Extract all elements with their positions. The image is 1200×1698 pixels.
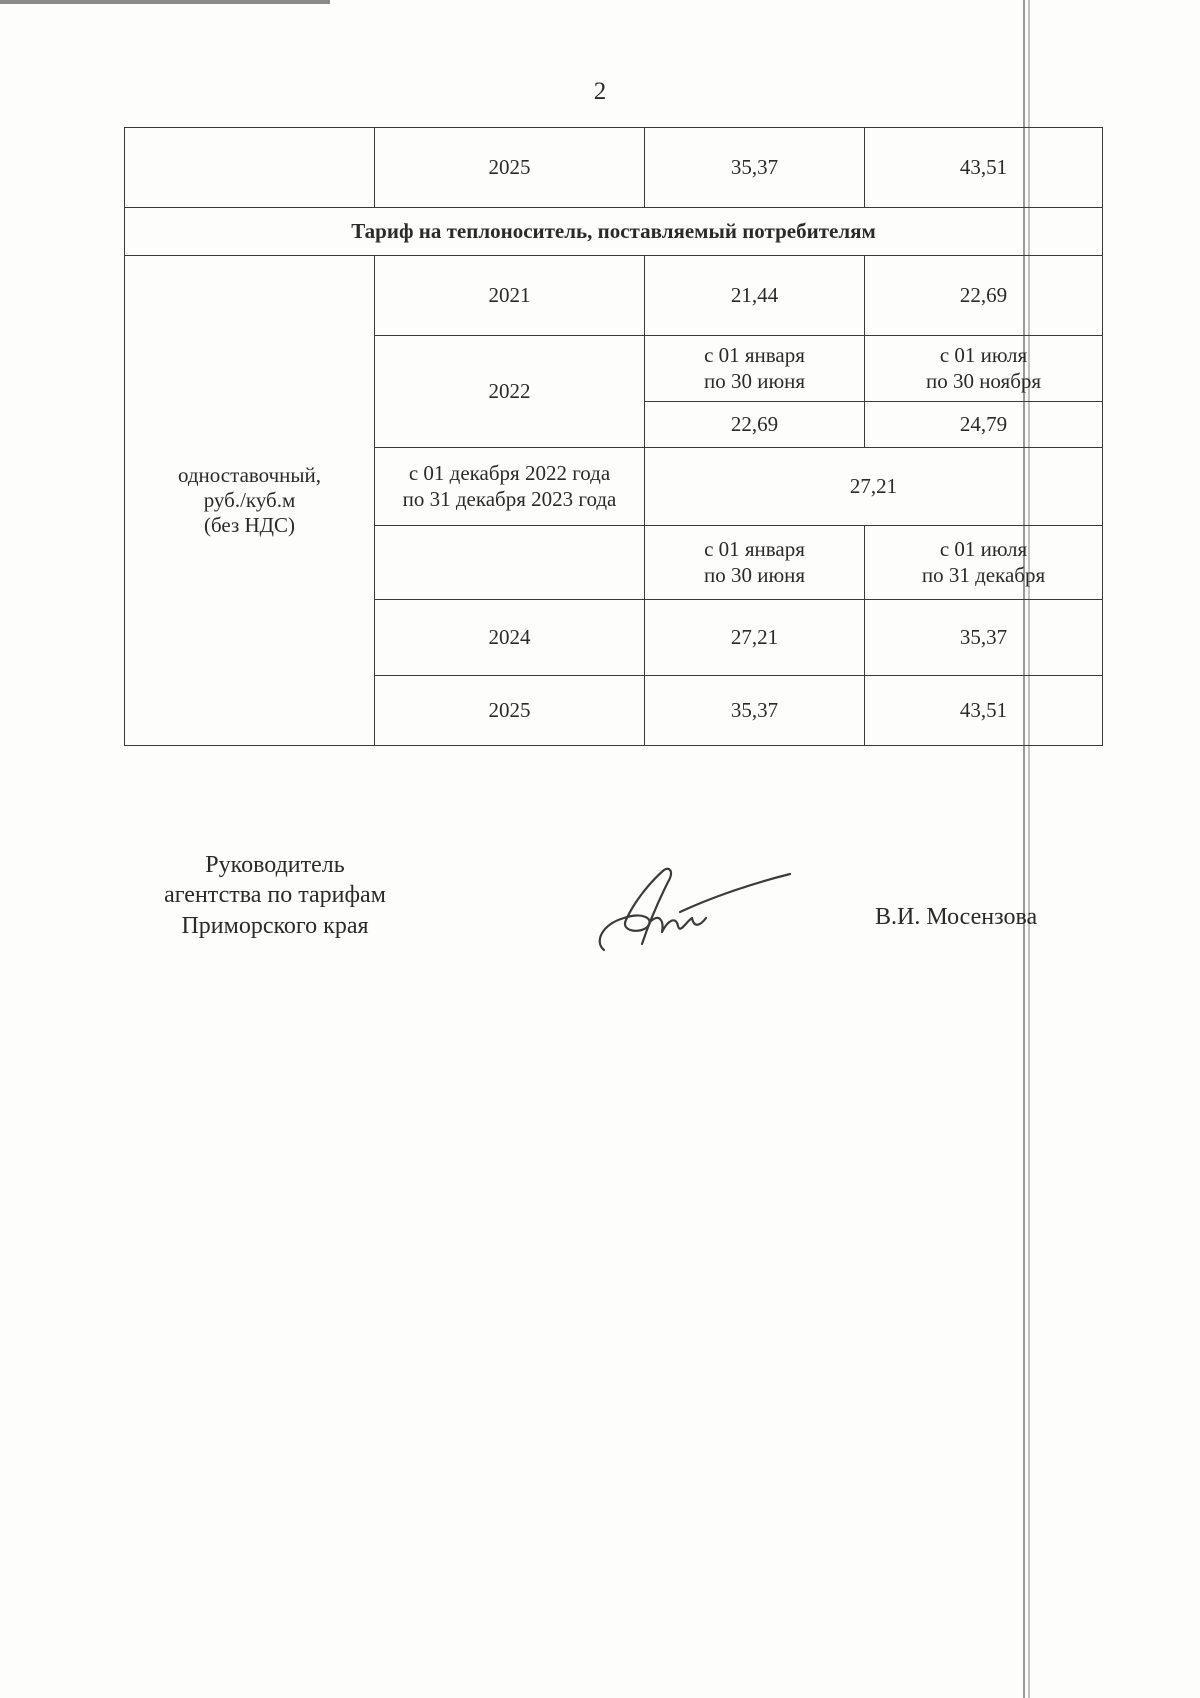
table-cell-year: 2021 <box>375 256 645 336</box>
tariff-table <box>124 127 1102 746</box>
table-cell-year: 2022 <box>375 336 645 448</box>
table-cell-value: 43,51 <box>865 128 1103 208</box>
table-cell-period: с 01 декабря 2022 года по 31 декабря 2023 года <box>375 448 645 526</box>
table-cell-period: с 01 января по 30 июня <box>645 526 865 600</box>
table-cell-value: 22,69 <box>865 256 1103 336</box>
section-title: Тариф на теплоноситель, поставляемый потребителям <box>125 208 1103 256</box>
table-cell-period: с 01 июля по 30 ноября <box>865 336 1103 402</box>
table-cell-year: 2024 <box>375 600 645 676</box>
table-row <box>125 128 1103 208</box>
table-cell-empty <box>375 526 645 600</box>
table-cell-value: 43,51 <box>865 676 1103 746</box>
page-number: 2 <box>593 78 607 105</box>
signatory-position: Руководитель агентства по тарифам Приморского края <box>164 852 386 939</box>
table-cell-value: 35,37 <box>645 128 865 208</box>
table-cell-value: 27,21 <box>645 600 865 676</box>
table-cell-period: с 01 июля по 31 декабря <box>865 526 1103 600</box>
tariff-type-cell: одноставочный, руб./куб.м (без НДС) <box>125 256 375 746</box>
table-cell-value: 35,37 <box>645 676 865 746</box>
table-cell-value: 27,21 <box>645 448 1103 526</box>
scan-artifact-top <box>0 0 330 4</box>
table-row <box>125 208 1103 256</box>
table-row <box>125 256 1103 336</box>
table-cell-value: 22,69 <box>645 402 865 448</box>
table-cell-period: с 01 января по 30 июня <box>645 336 865 402</box>
table-cell-value: 21,44 <box>645 256 865 336</box>
table-cell-value: 24,79 <box>865 402 1103 448</box>
table-cell-empty <box>125 128 375 208</box>
table-cell-value: 35,37 <box>865 600 1103 676</box>
handwritten-signature <box>590 862 800 962</box>
signatory-name: В.И. Мосензова <box>875 904 1038 930</box>
table-cell-year: 2025 <box>375 128 645 208</box>
table-cell-year: 2025 <box>375 676 645 746</box>
